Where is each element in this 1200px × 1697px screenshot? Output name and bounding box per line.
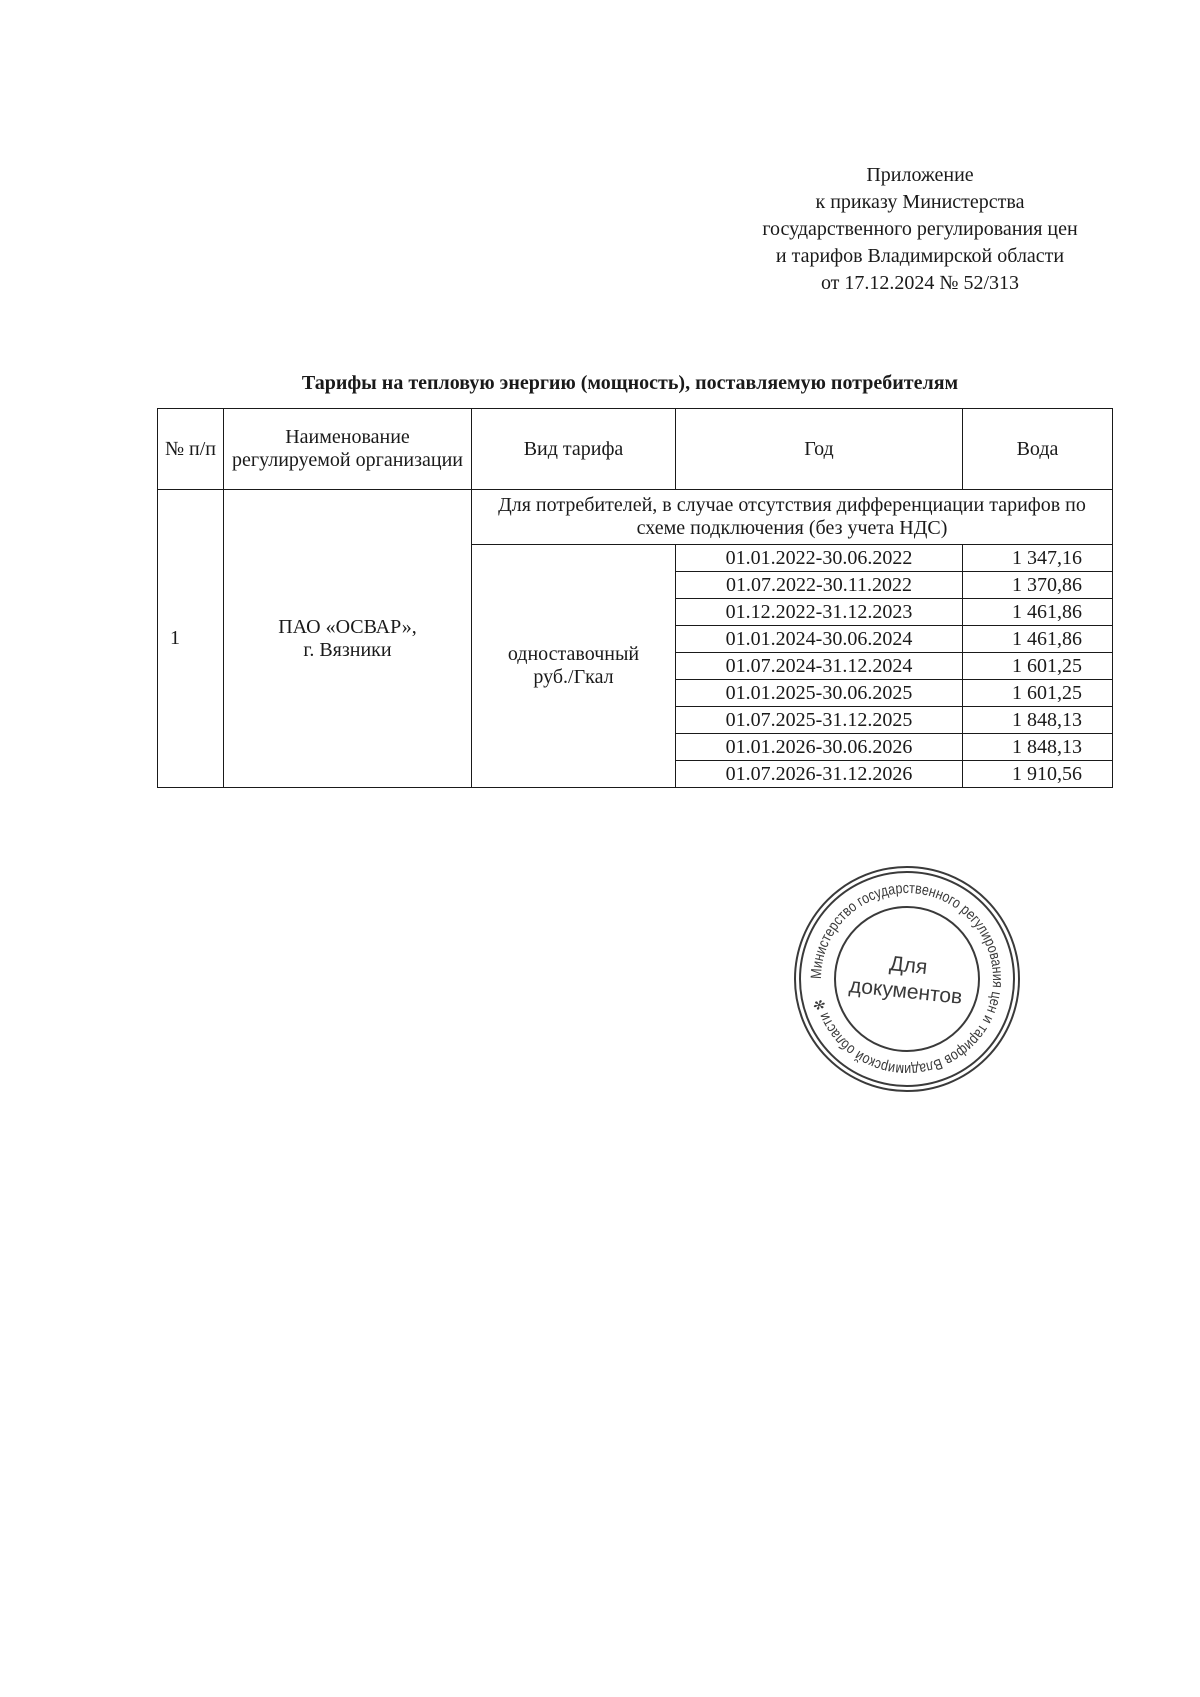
value-cell: 1 601,25 [963, 653, 1113, 680]
org-name: ПАО «ОСВАР», [278, 615, 417, 638]
row-number: 1 [158, 490, 224, 788]
appendix-line: к приказу Министерства [815, 191, 1025, 213]
period-cell: 01.01.2026-30.06.2026 [676, 734, 963, 761]
value-cell: 1 601,25 [963, 680, 1113, 707]
tariff-table [157, 408, 1113, 788]
value-cell: 1 848,13 [963, 707, 1113, 734]
table-body [158, 490, 1113, 788]
appendix-line: и тарифов Владимирской области [775, 245, 1065, 267]
document-title: Тарифы на тепловую энергию (мощность), поставляемую потребителям [301, 372, 959, 394]
period-cell: 01.01.2024-30.06.2024 [676, 626, 963, 653]
org-cell [224, 490, 472, 788]
header-num: № п/п [158, 409, 224, 490]
period-cell: 01.07.2024-31.12.2024 [676, 653, 963, 680]
header-year: Год [676, 409, 963, 490]
tariff-kind-cell [472, 545, 676, 788]
stamp-center-line: Для [888, 952, 929, 979]
subheader-row [158, 490, 1113, 545]
value-cell: 1 370,86 [963, 572, 1113, 599]
stamp-outer-circle-inner [800, 872, 1014, 1086]
appendix-block [700, 162, 1140, 297]
table-header-row [158, 409, 1113, 490]
official-stamp [790, 862, 1024, 1096]
consumer-subheader: Для потребителей, в случае отсутствия дифференциации тарифов по схеме подключения (без учета НДС) [472, 490, 1113, 545]
value-cell: 1 461,86 [963, 626, 1113, 653]
stamp-center-line: документов [848, 974, 964, 1009]
header-tariff-type: Вид тарифа [472, 409, 676, 490]
period-cell: 01.01.2022-30.06.2022 [676, 545, 963, 572]
period-cell: 01.07.2026-31.12.2026 [676, 761, 963, 788]
value-cell: 1 461,86 [963, 599, 1113, 626]
appendix-line: Приложение [866, 164, 974, 186]
stamp-ring-text: Министерство государственного регулирования цен и тарифов Владимирской области ✻ [807, 879, 1007, 1079]
value-cell: 1 910,56 [963, 761, 1113, 788]
period-cell: 01.07.2022-30.11.2022 [676, 572, 963, 599]
tariff-kind: одноставочный [507, 643, 640, 665]
period-cell: 01.01.2025-30.06.2025 [676, 680, 963, 707]
header-org: Наименование регулируемой организации [224, 409, 472, 490]
period-cell: 01.12.2022-31.12.2023 [676, 599, 963, 626]
appendix-line: государственного регулирования цен [762, 218, 1078, 240]
tariff-unit: руб./Гкал [533, 666, 614, 688]
value-cell: 1 848,13 [963, 734, 1113, 761]
appendix-line: от 17.12.2024 № 52/313 [820, 272, 1020, 294]
stamp-outer-circle [795, 867, 1019, 1091]
header-water: Вода [963, 409, 1113, 490]
period-cell: 01.07.2025-31.12.2025 [676, 707, 963, 734]
org-city: г. Вязники [303, 638, 392, 661]
value-cell: 1 347,16 [963, 545, 1113, 572]
